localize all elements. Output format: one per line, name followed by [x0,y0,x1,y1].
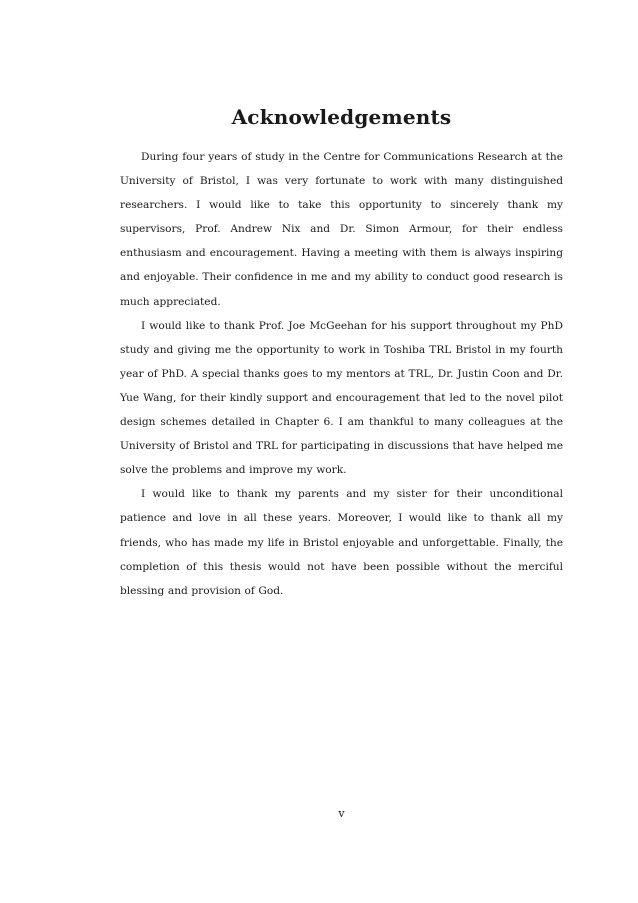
paragraph-2: I would like to thank Prof. Joe McGeehan for his support throughout my PhD study and giving me the opportunity to work in Toshiba TRL Bristol in my fourth year of PhD. A special thanks goes to my mentors at TRL, Dr. Justin Coon and Dr. Yue Wang, for their kindly support and encouragement that led to the novel pilot design schemes detailed in Chapter 6. I am thankful to many colleagues at the University of Bristol and TRL for participating in discussions that have helped me solve the problems and improve my work. [120,319,563,477]
page-number: v [338,807,345,820]
body-text [120,145,563,603]
paragraph-3: I would like to thank my parents and my sister for their unconditional patience and love in all these years. Moreover, I would like to thank all my friends, who has made my life in Bristol enjoyable and unforgettable. Finally, the completion of this thesis would not have been possible without the merciful blessing and provision of God. [120,488,563,597]
page-title: Acknowledgements [231,105,452,129]
paragraph-1: During four years of study in the Centre for Communications Research at the University of Bristol, I was very fortunate to work with many distinguished researchers. I would like to take this opportunity to sincerely thank my supervisors, Prof. Andrew Nix and Dr. Simon Armour, for their endless enthusiasm and encouragement. Having a meeting with them is always inspiring and enjoyable. Their confidence in me and my ability to conduct good research is much appreciated. [120,151,563,308]
